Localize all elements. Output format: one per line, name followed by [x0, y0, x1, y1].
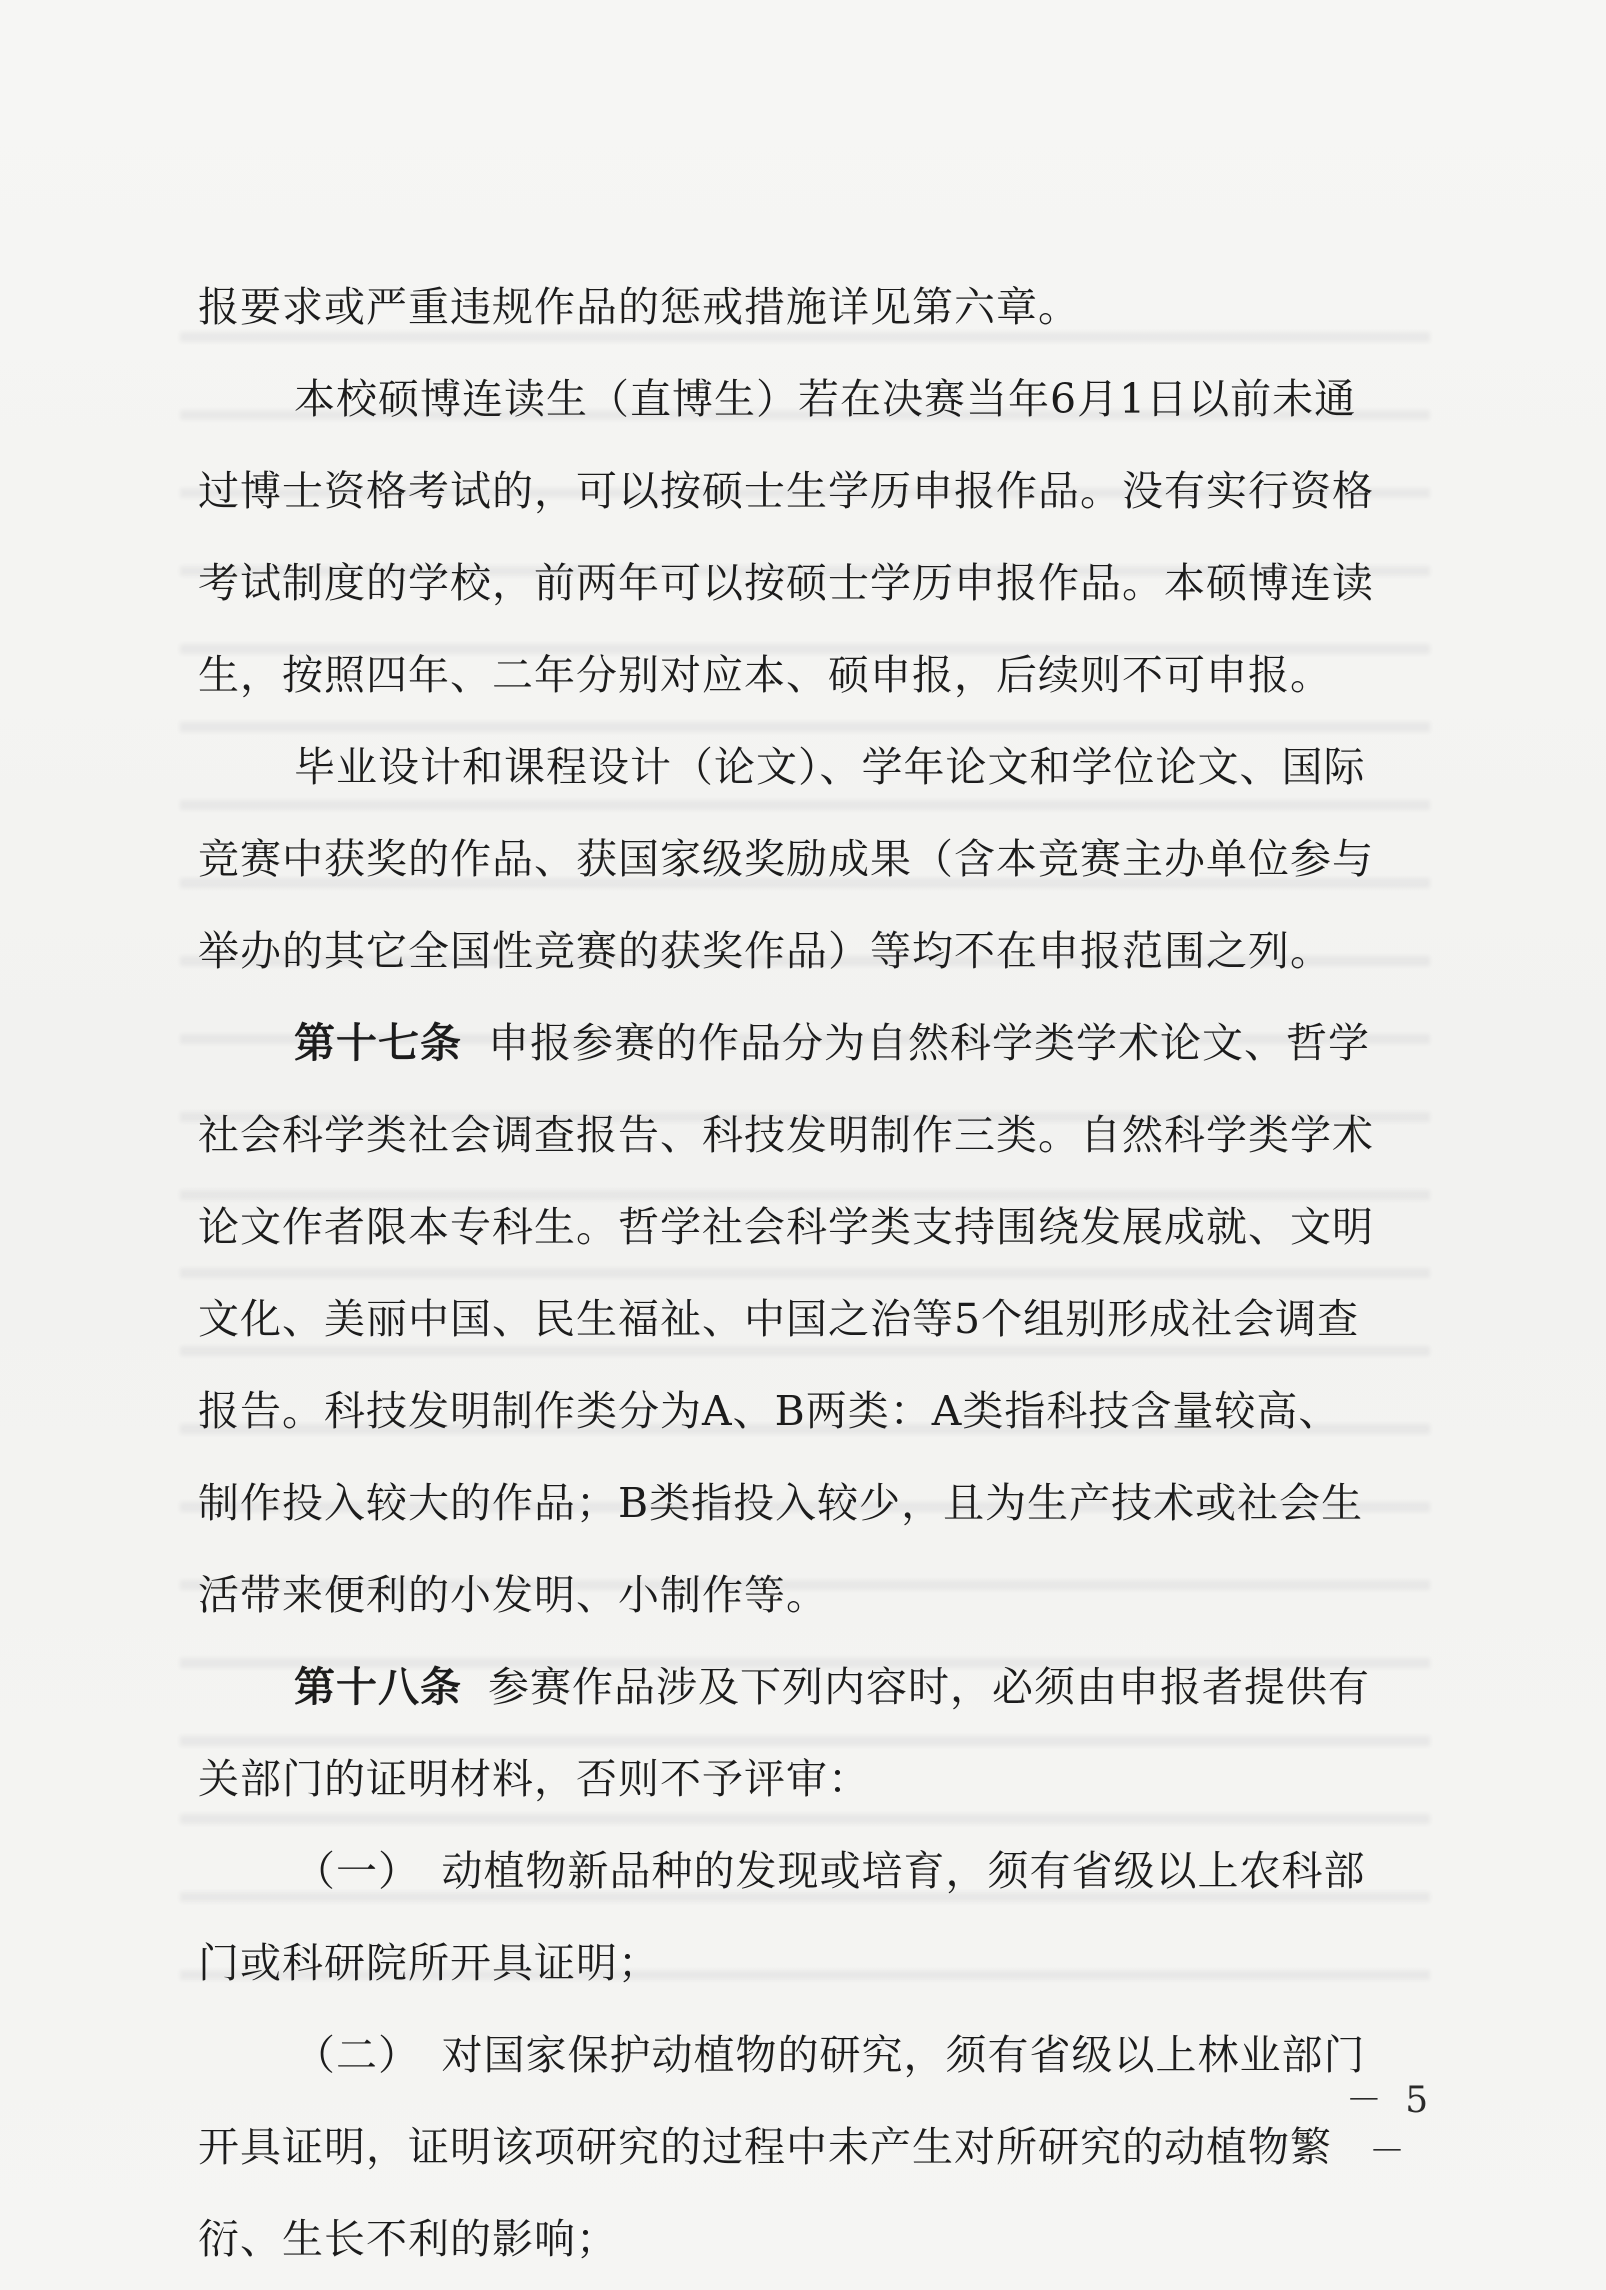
- paragraph-line: 关部门的证明材料，否则不予评审：: [198, 1755, 870, 1803]
- paragraph-line: 生，按照四年、二年分别对应本、硕申报，后续则不可申报。: [198, 651, 1332, 699]
- paragraph-line: 活带来便利的小发明、小制作等。: [198, 1571, 828, 1619]
- paragraph-line: 本校硕博连读生（直博生）若在决赛当年6月1日以前未通: [294, 375, 1357, 423]
- paragraph-line: 社会科学类社会调查报告、科技发明制作三类。自然科学类学术: [198, 1111, 1374, 1159]
- article-17-line: [198, 1004, 1420, 1082]
- body-text: [198, 268, 1420, 2278]
- article-17-heading: 第十七条: [294, 1019, 462, 1067]
- paragraph-line: 论文作者限本专科生。哲学社会科学类支持围绕发展成就、文明: [198, 1203, 1374, 1251]
- paragraph-line: 制作投入较大的作品；B类指投入较少，且为生产技术或社会生: [198, 1479, 1364, 1527]
- list-item-line: 门或科研院所开具证明；: [198, 1939, 660, 1987]
- paragraph-line: 报告。科技发明制作类分为A、B两类：A类指科技含量较高、: [198, 1387, 1341, 1435]
- paragraph-line: 过博士资格考试的，可以按硕士生学历申报作品。没有实行资格: [198, 467, 1374, 515]
- list-item-line: 开具证明，证明该项研究的过程中未产生对所研究的动植物繁: [198, 2123, 1332, 2171]
- paragraph-line: 参赛作品涉及下列内容时，必须由申报者提供有: [488, 1663, 1370, 1711]
- list-item-line: （一） 动植物新品种的发现或培育，须有省级以上农科部: [294, 1847, 1366, 1895]
- paragraph-line: 竞赛中获奖的作品、获国家级奖励成果（含本竞赛主办单位参与: [198, 835, 1374, 883]
- paragraph-line: 申报参赛的作品分为自然科学类学术论文、哲学: [488, 1019, 1370, 1067]
- article-18-heading: 第十八条: [294, 1663, 462, 1711]
- page-number: － 5 －: [1345, 2080, 1435, 2172]
- article-18-line: [198, 1648, 1420, 1726]
- paragraph-line: 考试制度的学校，前两年可以按硕士学历申报作品。本硕博连读: [198, 559, 1374, 607]
- paragraph-line: 举办的其它全国性竞赛的获奖作品）等均不在申报范围之列。: [198, 927, 1332, 975]
- paragraph-line: 文化、美丽中国、民生福祉、中国之治等5个组别形成社会调查: [198, 1295, 1360, 1343]
- list-item-line: 衍、生长不利的影响；: [198, 2215, 618, 2263]
- list-item-line: （二） 对国家保护动植物的研究，须有省级以上林业部门: [294, 2031, 1366, 2079]
- paragraph-line: 报要求或严重违规作品的惩戒措施详见第六章。: [198, 283, 1080, 331]
- paragraph-line: 毕业设计和课程设计（论文）、学年论文和学位论文、国际: [294, 743, 1366, 791]
